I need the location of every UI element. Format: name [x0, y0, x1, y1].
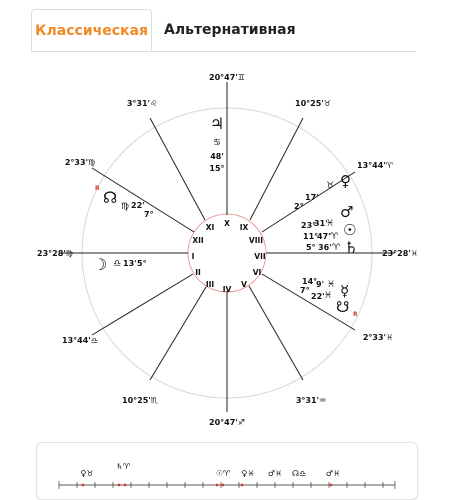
mars-icon: ♂ [340, 203, 354, 221]
jupiter-icon: ♃ [209, 114, 225, 133]
house-number: I [191, 252, 195, 261]
jupiter-sign: ♋ [212, 138, 222, 148]
mars-sign: ♓ [326, 219, 335, 229]
cusp-label-right-upper: 13°44'♈ [357, 161, 393, 170]
cusp-label-left: 23°28'♍ [37, 249, 73, 258]
cusp-label-lower-right: 3°31'♒ [295, 396, 327, 405]
sun-minutes: 47' [317, 232, 331, 241]
mars-degrees: 23° [301, 221, 317, 230]
moon-icon: ☽ [93, 255, 108, 274]
cusp-label-bottom: 20°47'♐ [209, 418, 245, 427]
sun-degrees: 11° [303, 232, 319, 241]
house-number: III [205, 280, 215, 289]
cusp-label-left-lower: 13°44'♎ [62, 336, 98, 345]
node-icon: ☊ [103, 188, 118, 207]
cusp-label-top: 20°47'♊ [209, 73, 245, 82]
mars-minutes: 31' [314, 219, 328, 228]
scale-label: ♂♓ [267, 469, 283, 478]
south-node-retro-flag: R [353, 311, 358, 318]
node-retro-flag: R [95, 185, 100, 192]
saturn-minutes: 36' [318, 243, 332, 252]
scale-label: ☊♎ [291, 469, 307, 478]
node-minutes: 22' [131, 201, 145, 210]
venus-sign: ♉ [326, 181, 335, 191]
natal-chart [0, 60, 453, 440]
house-number: VIII [248, 236, 264, 245]
cusp-label-upper-left: 3°31'♌ [126, 99, 158, 108]
degree-scale-panel [36, 442, 418, 500]
venus-icon: ♀ [340, 172, 351, 190]
scale-label: ♂♓ [325, 469, 341, 478]
saturn-icon: ♄ [344, 238, 359, 257]
cusp-label-right-lower: 2°33'♓ [362, 333, 394, 342]
cusp-label-right: 23°28'♓ [382, 249, 418, 258]
saturn-sign: ♈ [332, 243, 341, 253]
house-number: IV [222, 285, 232, 294]
sun-icon: ☉ [343, 221, 357, 239]
venus-degrees: 2° [294, 202, 304, 211]
cusp-label-lower-left: 10°25'♏ [122, 396, 158, 405]
cusp-label-left-upper: 2°33'♍ [64, 158, 96, 167]
south-node-minutes: 22' [311, 292, 325, 301]
house-number: VII [254, 252, 266, 261]
moon-degrees: 5° [137, 259, 147, 268]
house-number: IX [239, 223, 249, 232]
moon-sign: ♎ [113, 259, 122, 269]
mercury-sign: ♓ [327, 280, 336, 290]
saturn-degrees: 5° [306, 243, 316, 252]
house-number: II [195, 268, 201, 277]
house-number: V [241, 280, 247, 289]
house-number: X [224, 219, 230, 228]
mercury-degrees: 14° [302, 277, 318, 286]
house-number: XI [205, 223, 215, 232]
south-node-icon: ☋ [336, 298, 350, 316]
scale-label: ♀♓ [241, 469, 255, 478]
mercury-minutes: 9' [316, 280, 325, 289]
tab-classic[interactable]: Классическая [31, 9, 152, 51]
scale-label: ♄♈ [115, 462, 131, 471]
node-sign: ♍ [121, 202, 130, 212]
cusp-label-upper-right: 10°25'♉ [295, 99, 331, 108]
south-node-sign: ♓ [324, 291, 333, 301]
moon-minutes: 13' [123, 259, 137, 268]
house-number: VI [252, 268, 262, 277]
sun-sign: ♈ [330, 232, 339, 242]
house-number: XII [192, 236, 204, 245]
scale-label: ☉♈ [215, 469, 231, 478]
scale-label: ♀♉ [80, 469, 94, 478]
jupiter-minutes: 48' [210, 152, 224, 161]
mercury-icon: ☿ [340, 282, 350, 300]
venus-minutes: 17' [305, 193, 319, 202]
jupiter-degrees: 15° [209, 164, 225, 173]
chart-type-tabs [31, 9, 416, 52]
south-node-degrees: 7° [300, 286, 310, 295]
node-degrees: 7° [144, 210, 154, 219]
tab-alternative[interactable]: Альтернативная [164, 22, 296, 38]
